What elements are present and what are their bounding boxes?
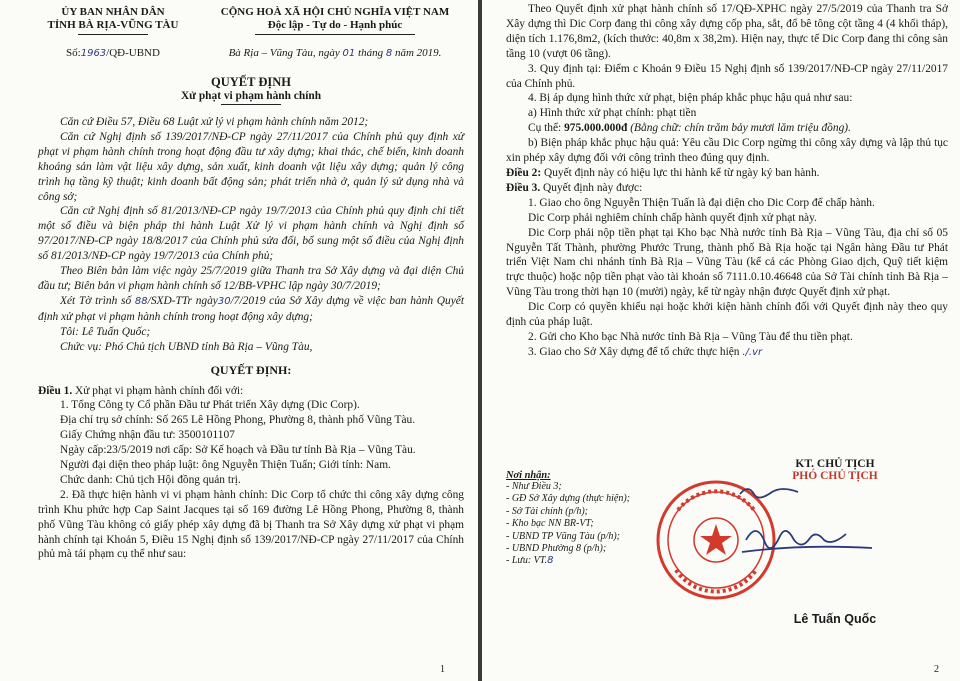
number-date-row xyxy=(38,47,464,59)
date-prefix: Bà Rịa – Vũng Tàu, ngày xyxy=(228,47,340,59)
basis-5-number-handwritten: 88 xyxy=(134,295,148,307)
article-1-label: Điều 1. xyxy=(38,384,73,397)
article-1-item-1: 1. Tổng Công ty Cổ phần Đầu tư Phát triển Xây dựng (Dic Corp). xyxy=(60,399,360,412)
basis-5-pre: Xét Tờ trình số xyxy=(60,294,132,307)
date-day-handwritten: 01 xyxy=(342,48,356,59)
article-3-item-3-text: 3. Giao cho Sở Xây dựng để tổ chức thực hiện xyxy=(528,345,740,358)
item-4-measures: 4. Bị áp dụng hình thức xử phạt, biện pháp khắc phục hậu quả như sau: xyxy=(528,92,853,105)
document-subtitle: Xử phạt vi phạm hành chính xyxy=(180,90,322,102)
article-1-issue-date: Ngày cấp:23/5/2019 nơi cấp: Sở Kế hoạch và Đầu tư tỉnh Bà Rịa – Vũng Tàu. xyxy=(60,444,416,457)
document-title: QUYẾT ĐỊNH xyxy=(211,75,291,89)
header-block xyxy=(38,6,464,35)
recipient-archive: - Lưu: VT. xyxy=(506,555,548,567)
divider xyxy=(255,34,415,35)
page-number: 2 xyxy=(934,664,939,675)
basis-5-day-handwritten: 30 xyxy=(217,295,231,307)
basis-1: Căn cứ Điều 57, Điều 68 Luật xử lý vi phạm hành chính năm 2012; xyxy=(60,116,369,128)
item-4a-penalty: a) Hình thức xử phạt chính: phạt tiền xyxy=(528,107,697,120)
article-3-item-2: 2. Gửi cho Kho bạc Nhà nước tỉnh Bà Rịa – Vũng Tàu để thu tiền phạt. xyxy=(528,330,853,343)
nation-line1: CỘNG HOÀ XÃ HỘI CHỦ NGHĨA VIỆT NAM xyxy=(220,6,450,18)
agency-line1: ỦY BAN NHÂN DÂN xyxy=(61,6,165,18)
article-1-address: Địa chỉ trụ sở chính: Số 265 Lê Hồng Phong, Phường 8, thành phố Vũng Tàu. xyxy=(60,414,416,427)
article-3-comply: Dic Corp phải nghiêm chỉnh chấp hành quyết định xử phạt này. xyxy=(528,211,817,224)
date-month-handwritten: 8 xyxy=(385,48,393,59)
basis-5-post: /7/2019 của Sở Xây dựng về việc ban hành Quyết định xử phạt vi phạm hành chính trong hoạt động xây dựng; xyxy=(38,294,464,323)
signer-name: Lê Tuấn Quốc xyxy=(793,612,877,626)
divider xyxy=(221,104,281,105)
recipient-item: - GĐ Sở Xây dựng (thực hiện); xyxy=(506,493,630,505)
article-3-item-3 xyxy=(506,345,948,361)
basis-5 xyxy=(38,294,464,325)
recipient-item: - UBND TP Vũng Tàu (p/h); xyxy=(506,530,620,542)
article-1-item-2: 2. Đã thực hiện hành vi vi phạm hành chính: Dic Corp tổ chức thi công xây dựng công trình Khu phức hợp Cap Saint Jacques tại số 169 đường Lê Hồng Phong, Phường 8, thành phố Vũng Tàu không có giấy phép xây dựng đã bị Thanh tra Sở Xây dựng xử phạt vi phạm hành chính tại Khoản 5, Điều 15 Nghị định số 139/2017/NĐ-CP ngày 27/11/2017 của Chính phủ mà tái phạm cụ thể như sau: xyxy=(38,488,464,561)
violation-detail: Theo Quyết định xử phạt hành chính số 17/QĐ-XPHC ngày 27/5/2019 của Thanh tra Sở Xây dựng thì Dic Corp đang thi công xây dựng cốp pha, sắt, đổ bê tông cột tầng 4 (4 khối tháp), diện tích 1.176,8m2, (kích thước: 40,8m x 38,2m). Hiện nay, thực tế Dic Corp đang thi công sàn tầng 10 (vượt 06 tầng). xyxy=(506,3,948,60)
basis-5-mid: /SXD-TTr ngày xyxy=(147,294,218,307)
basis-3: Căn cứ Nghị định số 81/2013/NĐ-CP ngày 19/7/2013 của Chính phủ quy định chi tiết một số điều và biện pháp thi hành Luật Xử lý vi phạm hành chính và Nghị định số 97/2017/NĐ-CP ngày 18/8/2017 của Chính phủ sửa đổi, bổ sung một số điều của Nghị định số 81/2013/NĐ-CP ngày 19/7/2013 của Chính phủ; xyxy=(38,205,464,263)
decision-heading: QUYẾT ĐỊNH: xyxy=(210,362,292,377)
article-3-appeal: Dic Corp có quyền khiếu nại hoặc khởi kiện hành chính đối với Quyết định này theo quy định của pháp luật. xyxy=(506,301,948,329)
article-3-label: Điều 3. xyxy=(506,181,541,194)
article-3-item-1: 1. Giao cho ông Nguyễn Thiện Tuấn là đại diện cho Dic Corp để chấp hành. xyxy=(528,196,875,209)
article-3-text: Quyết định này được: xyxy=(543,181,643,194)
document-page-2 xyxy=(482,0,960,681)
basis-4: Theo Biên bản làm việc ngày 25/7/2019 giữa Thanh tra Sở Xây dựng và đại diện Chủ đầu tư; Biên bản vi phạm hành chính số 12/BB-VPHC lập ngày 30/7/2019; xyxy=(38,265,464,292)
official-seal-icon xyxy=(658,482,774,598)
item-4b-remedy: b) Biện pháp khắc phục hậu quả: Yêu cầu Dic Corp ngừng thi công xây dựng và lập thủ tục xin phép xây dựng đối với công trình theo đúng quy định. xyxy=(506,137,948,165)
recipient-item: - Sở Tài chính (p/h); xyxy=(506,505,588,517)
page-number: 1 xyxy=(440,664,445,675)
article-3-item-3-handwritten: ./.vr xyxy=(742,346,763,358)
fine-amount: 975.000.000đ xyxy=(564,122,628,135)
signature-role: PHÓ CHỦ TỊCH xyxy=(792,470,878,482)
signer-name-line: Tôi: Lê Tuấn Quốc; xyxy=(60,325,151,338)
divider xyxy=(78,34,148,35)
signature-kt: KT. CHỦ TỊCH xyxy=(795,458,875,470)
document-page-1 xyxy=(0,0,478,681)
amount-prefix: Cụ thể: xyxy=(528,122,562,135)
article-2-text: Quyết định này có hiệu lực thi hành kể từ ngày ký ban hành. xyxy=(543,166,820,179)
article-3 xyxy=(506,181,948,196)
recipient-item: - Kho bạc NN BR-VT; xyxy=(506,518,594,530)
item-4a-amount-line xyxy=(506,121,948,136)
article-1-position: Chức danh: Chủ tịch Hội đồng quản trị. xyxy=(60,473,241,486)
signer-title-line: Chức vụ: Phó Chủ tịch UBND tỉnh Bà Rịa – Vũng Tàu, xyxy=(60,340,313,353)
nation-line2: Độc lập - Tự do - Hạnh phúc xyxy=(267,19,403,31)
date-suffix: năm 2019. xyxy=(394,47,442,59)
basis-2: Căn cứ Nghị định số 139/2017/NĐ-CP ngày 27/11/2017 của Chính phủ quy định xử phạt vi phạm hành chính trong hoạt động đầu tư xây dựng; khai thác, chế biến, kinh doanh khoáng sản làm vật liệu xây dựng, sản xuất, kinh doanh vật liệu xây dựng; quản lý công trình hạ tầng kỹ thuật; kinh doanh bất động sản; phát triển nhà ở, quản lý sử dụng nhà và công sở; xyxy=(38,130,464,203)
agency-line2: TỈNH BÀ RỊA-VŨNG TÀU xyxy=(47,19,179,31)
article-3-payment: Dic Corp phải nộp tiền phạt tại Kho bạc Nhà nước tỉnh Bà Rịa – Vũng Tàu, địa chỉ số 05 Nguyễn Tất Thành, phường Phước Trung, thành phố Bà Rịa hoặc tại Ngân hàng Đầu tư Phát triển Việt Nam chi nhánh tỉnh Bà Rịa – Vũng Tàu (kể cả các Phòng Giao dịch, Quỹ tiết kiệm trực thuộc) hoặc nộp tiền phạt vào tài khoản số 7111.0.10.46648 của Sở Tài chính tỉnh Bà Rịa – Vũng Tàu trong thời hạn 10 (mười) ngày, kể từ ngày nhận được Quyết định xử phạt. xyxy=(506,226,948,299)
article-1 xyxy=(38,384,464,399)
article-1-representative: Người đại diện theo pháp luật: ông Nguyễn Thiện Tuấn; Giới tính: Nam. xyxy=(60,459,391,472)
date-mid: tháng xyxy=(358,47,384,59)
article-1-certificate: Giấy Chứng nhận đầu tư: 3500101107 xyxy=(60,429,235,442)
item-3-regulation: 3. Quy định tại: Điểm c Khoản 9 Điều 15 Nghị định số 139/2017/NĐ-CP ngày 27/11/2017 của Chính phủ. xyxy=(506,62,948,90)
fine-amount-words: (Bằng chữ: chín trăm bảy mươi lăm triệu đồng). xyxy=(630,122,851,135)
article-1-text: Xử phạt vi phạm hành chính đối với: xyxy=(75,384,244,397)
doc-number-prefix: Số: xyxy=(66,47,81,59)
article-2-label: Điều 2: xyxy=(506,166,542,179)
recipient-item: - Như Điều 3; xyxy=(506,481,562,492)
article-2 xyxy=(506,166,948,181)
recipient-item: - UBND Phường 8 (p/h); xyxy=(506,543,607,555)
recipient-archive-count-handwritten: 8 xyxy=(547,555,554,567)
recipients-title: Nơi nhận: xyxy=(506,470,551,481)
doc-number-handwritten: 1963 xyxy=(80,48,107,59)
doc-number-suffix: /QĐ-UBND xyxy=(106,47,160,59)
